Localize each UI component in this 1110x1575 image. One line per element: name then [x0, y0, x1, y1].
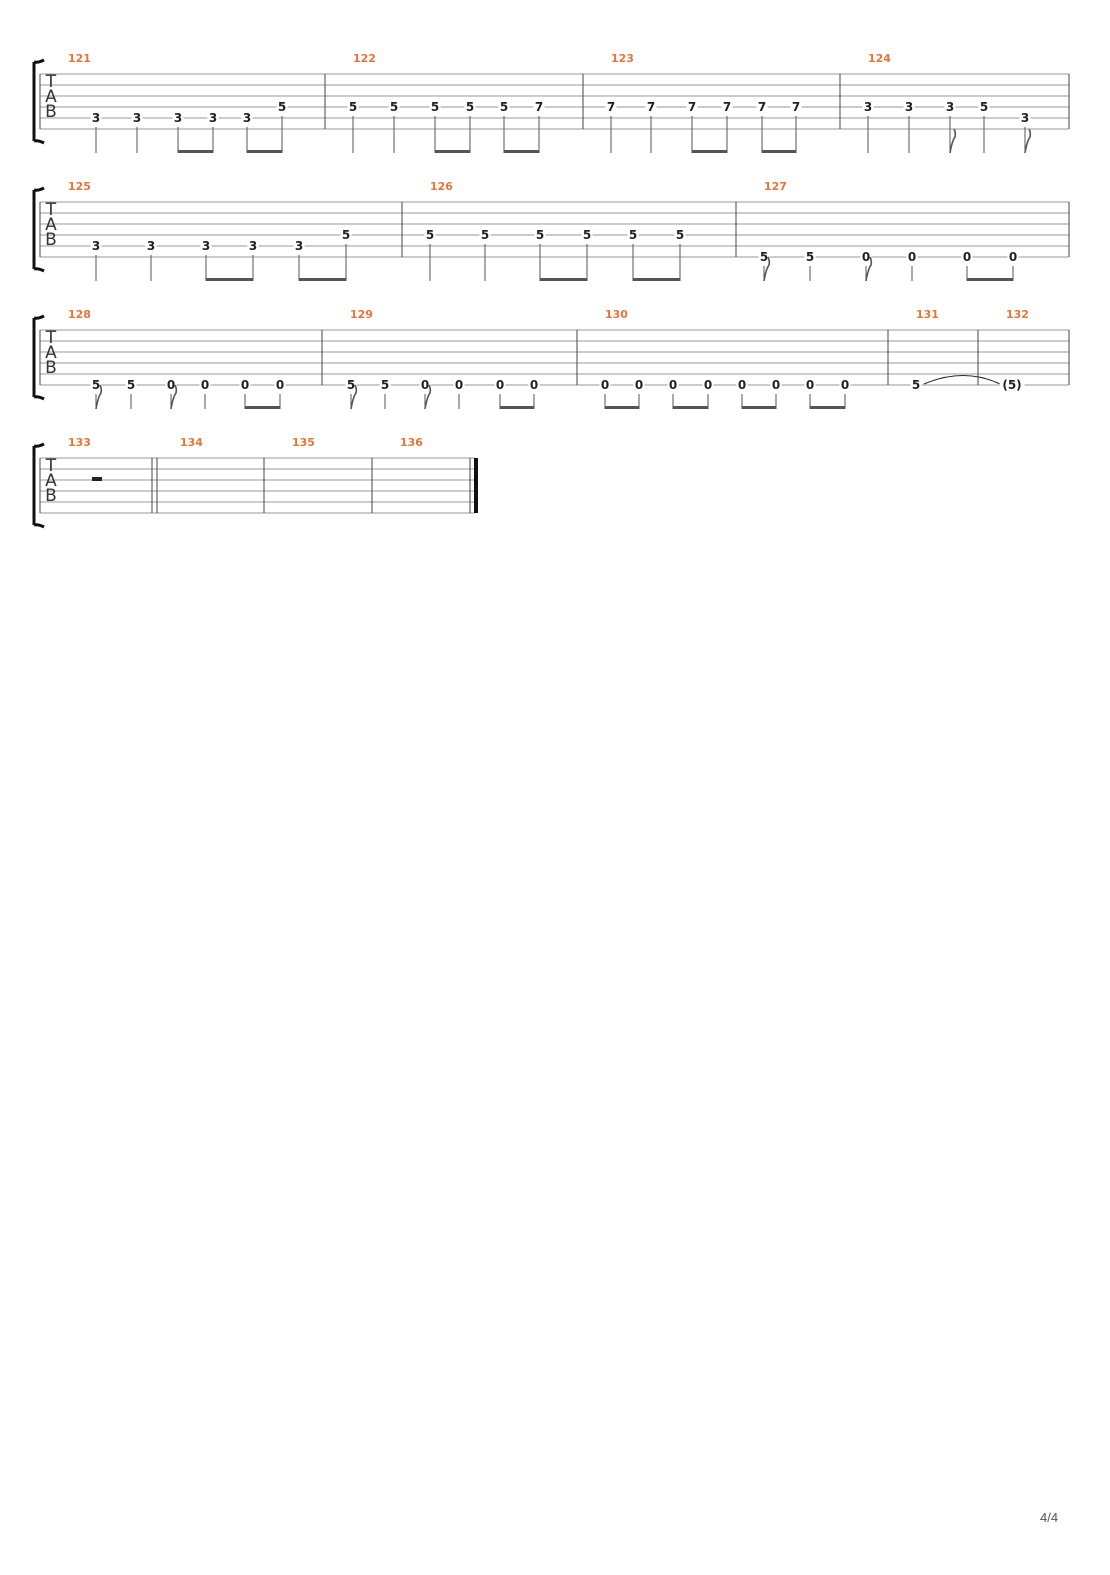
fret-number: 5 [582, 228, 592, 242]
fret-number: 0 [166, 378, 176, 392]
fret-number: 5 [979, 100, 989, 114]
tab-clef-letter: T [45, 72, 57, 92]
fret-number: 7 [687, 100, 697, 114]
fret-number: 5 [465, 100, 475, 114]
note-beam [540, 278, 587, 281]
half-rest [92, 477, 102, 481]
note-beam [299, 278, 346, 281]
fret-number: 5 [91, 378, 101, 392]
fret-number: 0 [962, 250, 972, 264]
tie-arc [924, 376, 1000, 385]
fret-number: 5 [499, 100, 509, 114]
fret-number: 0 [529, 378, 539, 392]
fret-number: 3 [91, 111, 101, 125]
measure-number: 130 [605, 308, 628, 321]
tab-system [34, 308, 1069, 409]
fret-number: 0 [861, 250, 871, 264]
measure-number: 126 [430, 180, 453, 193]
note-flag [950, 129, 955, 153]
measure-number: 124 [868, 52, 891, 65]
measure-number: 136 [400, 436, 423, 449]
measure-number: 121 [68, 52, 91, 65]
tab-clef-letter: T [45, 328, 57, 348]
fret-number: 0 [1008, 250, 1018, 264]
note-beam [500, 406, 534, 409]
tab-clef-letter: B [45, 486, 57, 506]
tab-clef-letter: T [45, 456, 57, 476]
tab-clef-letter: A [45, 471, 57, 491]
fret-number: 0 [275, 378, 285, 392]
fret-number: (5) [1002, 378, 1022, 392]
note-beam [742, 406, 776, 409]
fret-number: 0 [600, 378, 610, 392]
fret-number: 3 [173, 111, 183, 125]
measure-number: 122 [353, 52, 376, 65]
fret-number: 0 [495, 378, 505, 392]
measure-number: 132 [1006, 308, 1029, 321]
fret-number: 0 [907, 250, 917, 264]
measure-number: 128 [68, 308, 91, 321]
measure-number: 133 [68, 436, 91, 449]
fret-number: 0 [420, 378, 430, 392]
fret-number: 7 [791, 100, 801, 114]
fret-number: 5 [341, 228, 351, 242]
fret-number: 0 [805, 378, 815, 392]
fret-number: 0 [703, 378, 713, 392]
system-bracket [34, 444, 44, 527]
tab-clef-letter: B [45, 102, 57, 122]
tab-system [34, 436, 476, 527]
fret-number: 3 [1020, 111, 1030, 125]
fret-number: 3 [945, 100, 955, 114]
fret-number: 0 [634, 378, 644, 392]
fret-number: 5 [126, 378, 136, 392]
fret-number: 3 [91, 239, 101, 253]
fret-number: 5 [628, 228, 638, 242]
fret-number: 3 [863, 100, 873, 114]
fret-number: 5 [911, 378, 921, 392]
fret-number: 7 [757, 100, 767, 114]
fret-number: 3 [242, 111, 252, 125]
measure-number: 123 [611, 52, 634, 65]
fret-number: 3 [201, 239, 211, 253]
tab-clef-letter: B [45, 358, 57, 378]
measure-number: 135 [292, 436, 315, 449]
tab-system [34, 180, 1069, 281]
note-beam [633, 278, 680, 281]
note-beam [673, 406, 708, 409]
fret-number: 5 [380, 378, 390, 392]
fret-number: 3 [132, 111, 142, 125]
system-bracket [34, 188, 44, 271]
fret-number: 0 [771, 378, 781, 392]
note-flag [1025, 129, 1030, 153]
fret-number: 5 [480, 228, 490, 242]
fret-number: 5 [535, 228, 545, 242]
fret-number: 5 [425, 228, 435, 242]
fret-number: 5 [389, 100, 399, 114]
fret-number: 3 [146, 239, 156, 253]
fret-number: 3 [294, 239, 304, 253]
fret-number: 5 [675, 228, 685, 242]
measure-number: 134 [180, 436, 203, 449]
fret-number: 0 [840, 378, 850, 392]
note-beam [435, 150, 470, 153]
tab-clef-letter: A [45, 215, 57, 235]
tab-clef-letter: B [45, 230, 57, 250]
note-beam [692, 150, 727, 153]
note-beam [810, 406, 845, 409]
fret-number: 5 [348, 100, 358, 114]
tab-clef-letter: T [45, 200, 57, 220]
fret-number: 7 [722, 100, 732, 114]
note-beam [504, 150, 539, 153]
note-beam [967, 278, 1013, 281]
note-beam [247, 150, 282, 153]
measure-number: 129 [350, 308, 373, 321]
system-bracket [34, 60, 44, 143]
note-beam [178, 150, 213, 153]
fret-number: 3 [248, 239, 258, 253]
system-bracket [34, 316, 44, 399]
measure-number: 125 [68, 180, 91, 193]
fret-number: 5 [430, 100, 440, 114]
fret-number: 0 [668, 378, 678, 392]
fret-number: 5 [346, 378, 356, 392]
fret-number: 7 [606, 100, 616, 114]
note-beam [762, 150, 796, 153]
tab-clef-letter: A [45, 343, 57, 363]
tab-clef-letter: A [45, 87, 57, 107]
note-beam [206, 278, 253, 281]
measure-number: 131 [916, 308, 939, 321]
fret-number: 0 [240, 378, 250, 392]
fret-number: 0 [737, 378, 747, 392]
note-beam [605, 406, 639, 409]
fret-number: 5 [759, 250, 769, 264]
fret-number: 5 [277, 100, 287, 114]
fret-number: 7 [534, 100, 544, 114]
measure-number: 127 [764, 180, 787, 193]
fret-number: 7 [646, 100, 656, 114]
page-number: 4/4 [1040, 1510, 1059, 1525]
fret-number: 0 [454, 378, 464, 392]
fret-number: 3 [904, 100, 914, 114]
fret-number: 5 [805, 250, 815, 264]
tab-system [34, 52, 1069, 153]
fret-number: 3 [208, 111, 218, 125]
fret-number: 0 [200, 378, 210, 392]
note-beam [245, 406, 280, 409]
